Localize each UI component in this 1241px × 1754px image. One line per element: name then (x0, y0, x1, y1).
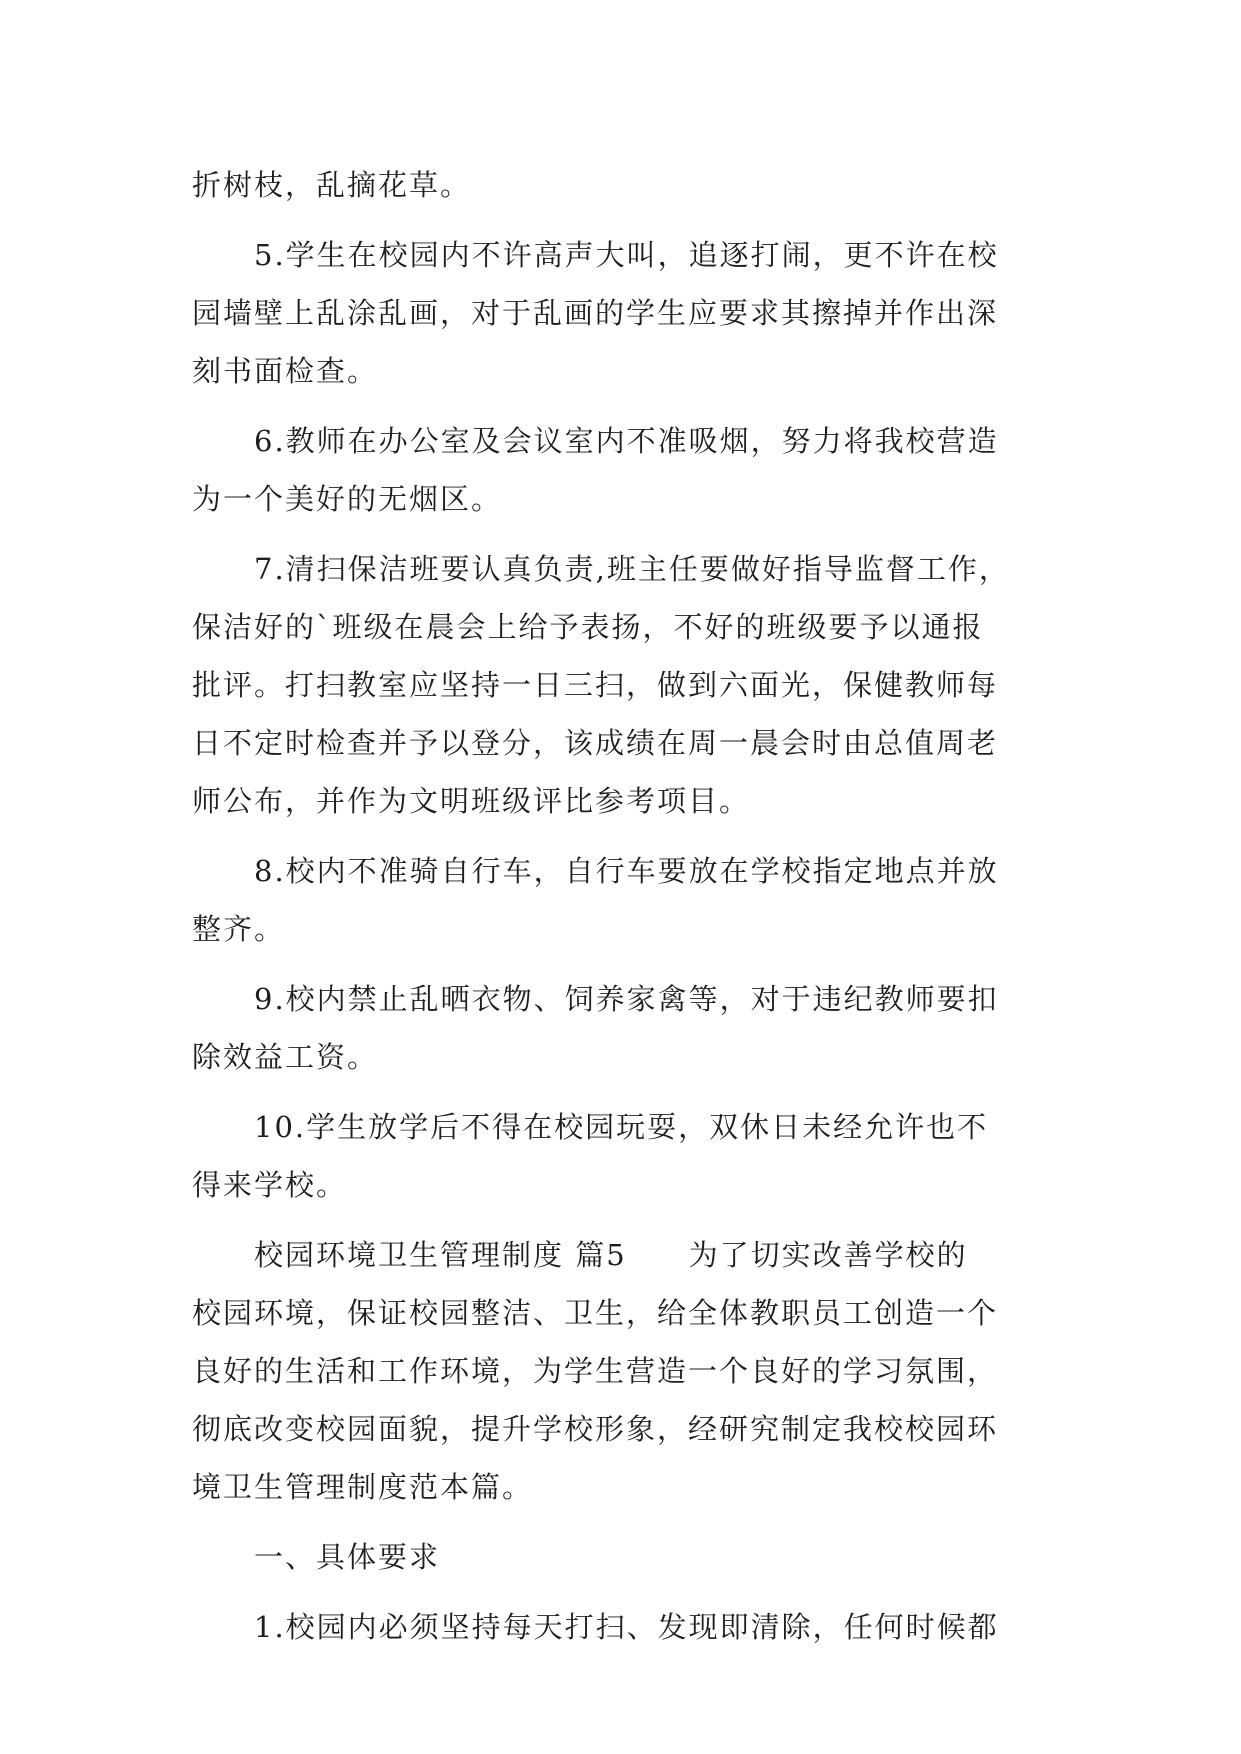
paragraph-item-7 (192, 540, 1050, 830)
text-line: 6.教师在办公室及会议室内不准吸烟，努力将我校营造 (254, 424, 999, 458)
text-line: 5.学生在校园内不许高声大叫，追逐打闹，更不许在校 (254, 238, 999, 272)
paragraph-item-10 (192, 1098, 1050, 1214)
paragraph-section-5 (192, 1226, 1050, 1516)
paragraph-item-5 (192, 226, 1050, 400)
text-line: 10.学生放学后不得在校园玩耍，双休日未经允许也不 (254, 1110, 989, 1144)
text-line: 折树枝，乱摘花草。 (192, 168, 472, 202)
paragraph-req-1 (192, 1598, 1050, 1656)
text-line: 除效益工资。 (192, 1040, 379, 1074)
text-line: 得来学校。 (192, 1168, 348, 1202)
text-line: 保洁好的`班级在晨会上给予表扬，不好的班级要予以通报 (192, 610, 984, 644)
text-line: 境卫生管理制度范本篇。 (192, 1470, 534, 1504)
paragraph-item-8 (192, 842, 1050, 958)
text-line: 良好的生活和工作环境，为学生营造一个良好的学习氛围， (192, 1354, 999, 1388)
text-line: 师公布，并作为文明班级评比参考项目。 (192, 784, 751, 818)
text-line: 日不定时检查并予以登分，该成绩在周一晨会时由总值周老 (192, 726, 999, 760)
text-line: 园墙壁上乱涂乱画，对于乱画的学生应要求其擦掉并作出深 (192, 296, 999, 330)
paragraph-continuation (192, 156, 1050, 214)
text-line: 一、具体要求 (254, 1540, 441, 1574)
text-line: 校园环境卫生管理制度 篇5 为了切实改善学校的 (254, 1238, 968, 1272)
text-line: 校园环境，保证校园整洁、卫生，给全体教职员工创造一个 (192, 1296, 999, 1330)
text-line: 8.校内不准骑自行车，自行车要放在学校指定地点并放 (254, 854, 999, 888)
text-line: 9.校内禁止乱晒衣物、饲养家禽等，对于违纪教师要扣 (254, 982, 999, 1016)
document-body (192, 156, 1050, 1668)
text-line: 批评。打扫教室应坚持一日三扫，做到六面光，保健教师每 (192, 668, 999, 702)
text-line: 刻书面检查。 (192, 354, 379, 388)
paragraph-item-6 (192, 412, 1050, 528)
text-line: 7.清扫保洁班要认真负责,班主任要做好指导监督工作， (254, 552, 1010, 586)
paragraph-heading-1 (192, 1528, 1050, 1586)
paragraph-item-9 (192, 970, 1050, 1086)
text-line: 彻底改变校园面貌，提升学校形象，经研究制定我校校园环 (192, 1412, 999, 1446)
text-line: 1.校园内必须坚持每天打扫、发现即清除，任何时候都 (254, 1610, 999, 1644)
text-line: 为一个美好的无烟区。 (192, 482, 503, 516)
text-line: 整齐。 (192, 912, 286, 946)
